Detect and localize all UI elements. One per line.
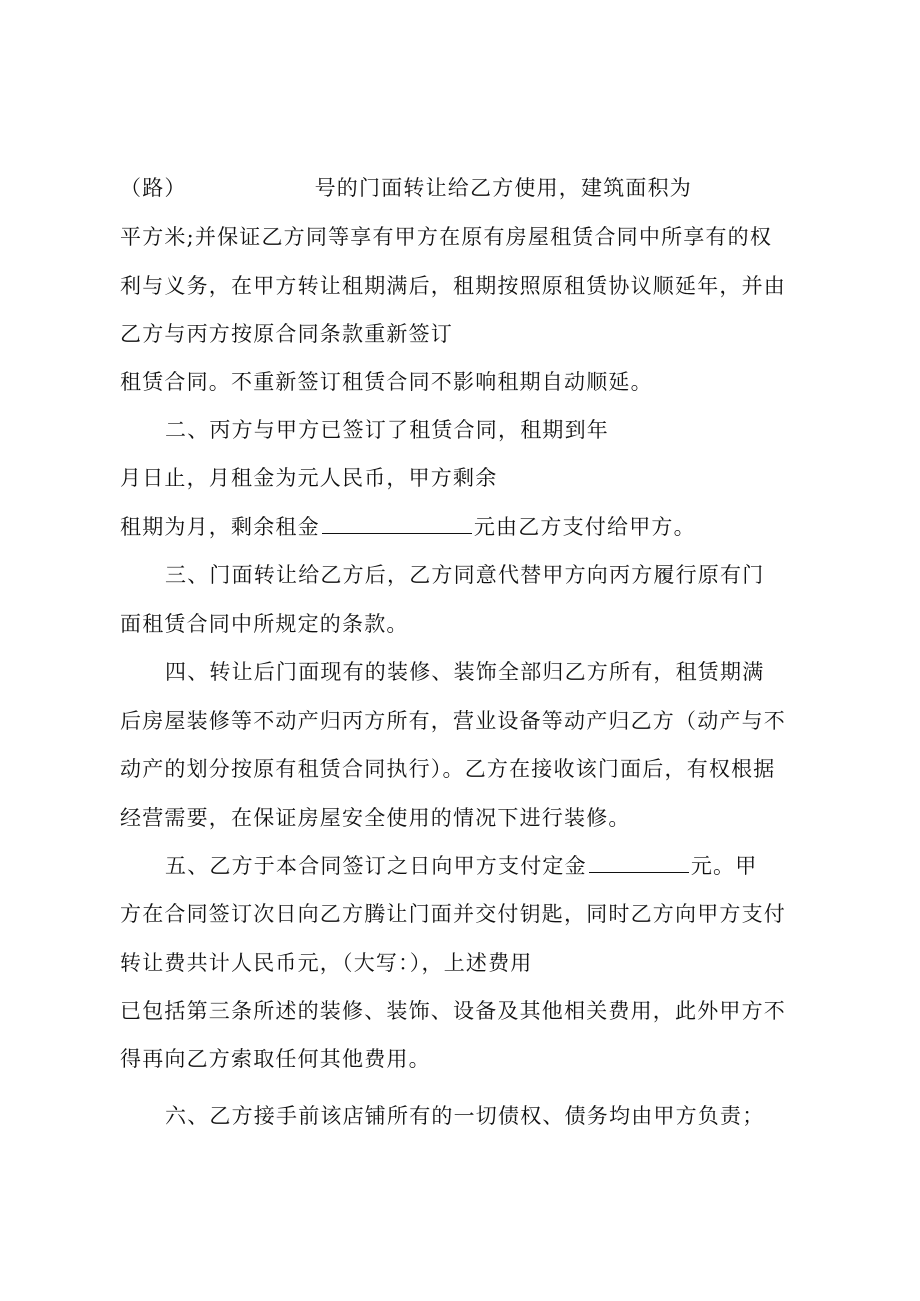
clause-two-line: 二、丙方与甲方已签订了租赁合同，租期到年 [165,418,609,442]
line-text: 元。甲 [690,854,758,878]
paragraph-line: 动产的划分按原有租赁合同执行）。乙方在接收该门面后，有权根据 [120,757,776,781]
paragraph-line: 租赁合同。不重新签订租赁合同不影响租期自动顺延。 [120,370,653,394]
paragraph-line: 经营需要，在保证房屋安全使用的情况下进行装修。 [120,806,631,830]
road-label: （路） [120,176,187,200]
clause-four-line: 四、转让后门面现有的装修、装饰全部归乙方所有，租赁期满 [165,660,765,684]
paragraph-line [120,513,696,541]
paragraph-line: 面租赁合同中所规定的条款。 [120,612,409,636]
line-text: 租期为月，剩余租金 [120,515,320,539]
paragraph-line: 月日止，月租金为元人民币，甲方剩余 [120,466,498,490]
paragraph-line: 乙方与丙方按原合同条款重新签订 [120,322,453,346]
paragraph-line: 后房屋装修等不动产归丙方所有，营业设备等动产归乙方（动产与不 [120,709,786,733]
deposit-blank-field [589,852,689,873]
clause-six-line: 六、乙方接手前该店铺所有的一切债权、债务均由甲方负责； [165,1104,765,1128]
paragraph-line: 利与义务，在甲方转让租期满后，租期按照原租赁协议顺延年，并由 [120,274,786,298]
line-text: 五、乙方于本合同签订之日向甲方支付定金 [165,854,587,878]
paragraph-line: 已包括第三条所述的装修、装饰、设备及其他相关费用，此外甲方不 [120,999,786,1023]
paragraph-line: 平方米;并保证乙方同等享有甲方在原有房屋租赁合同中所享有的权 [120,225,773,249]
line-text: 号的门面转让给乙方使用，建筑面积为 [314,176,693,200]
paragraph-line: 转让费共计人民币元，（大写：），上述费用 [120,951,533,975]
rent-blank-field [322,513,472,534]
line-text: 元由乙方支付给甲方。 [473,515,696,539]
clause-three-line: 三、门面转让给乙方后，乙方同意代替甲方向丙方履行原有门 [165,563,765,587]
clause-five-line [165,852,757,880]
paragraph-line: 得再向乙方索取任何其他费用。 [120,1047,431,1071]
paragraph-line: 方在合同签订次日向乙方腾让门面并交付钥匙，同时乙方向甲方支付 [120,902,786,926]
paragraph-line [120,174,692,202]
